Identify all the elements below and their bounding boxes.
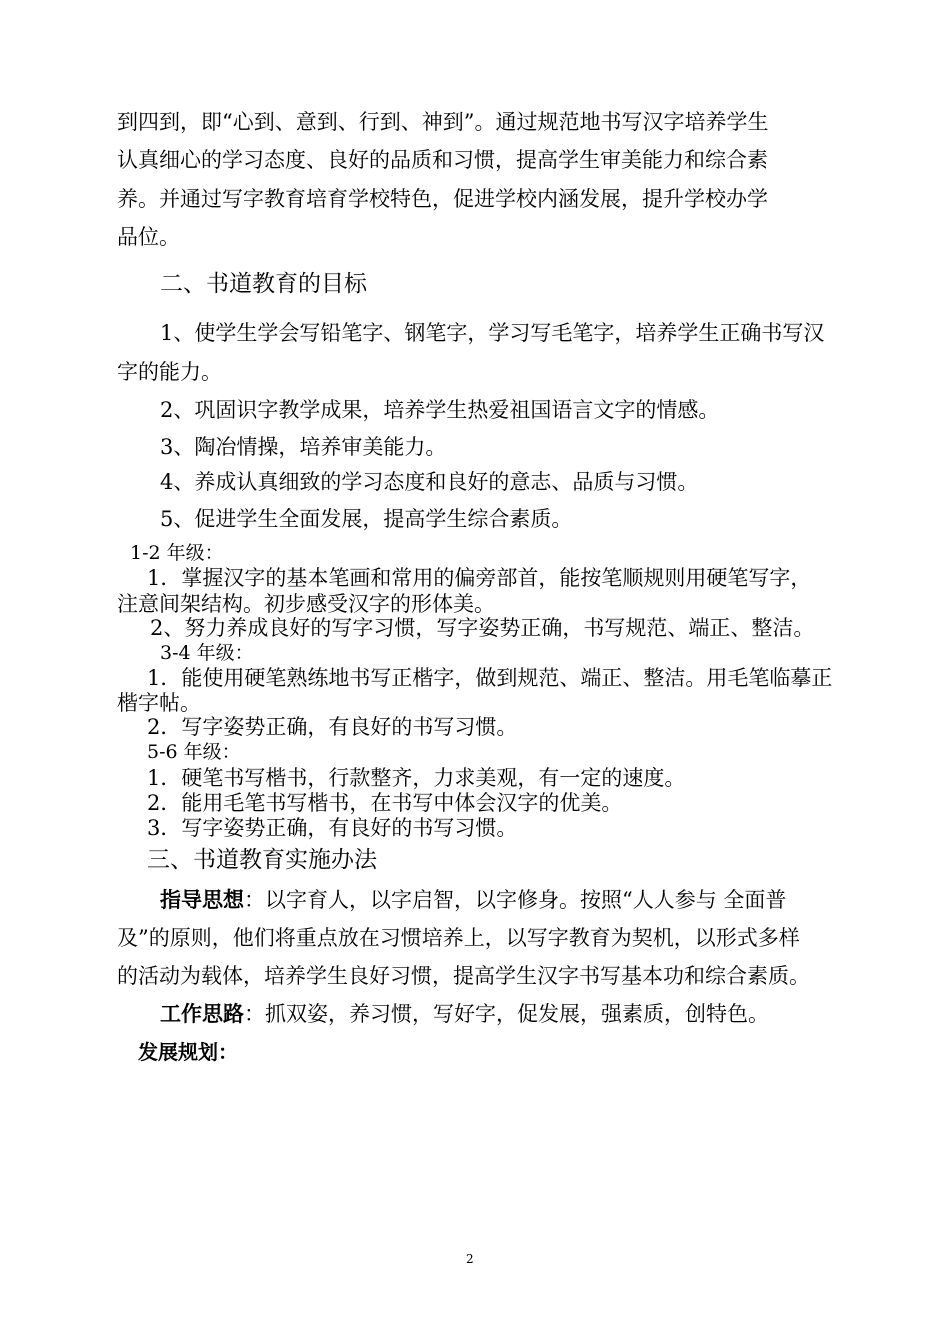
- guiding-thought-line-2: 及”的原则，他们将重点放在习惯培养上，以写字教育为契机，以形式多样: [117, 926, 800, 950]
- intro-line-1: 到四到，即“心到、意到、行到、神到”。通过规范地书写汉字培养学生: [117, 110, 769, 134]
- goal-line-2: 2、巩固识字教学成果，培养学生热爱祖国语言文字的情感。: [160, 398, 720, 422]
- work-approach-text: ：抓双姿，养习惯，写好字，促发展，强素质，创特色。: [244, 1002, 769, 1026]
- section-heading-goals: 二、书道教育的目标: [160, 271, 367, 297]
- grade-heading-1-2: 1-2 年级：: [130, 542, 224, 564]
- goal-line-4: 4、养成认真细致的学习态度和良好的意志、品质与习惯。: [160, 470, 699, 494]
- grade-5-6-item-2: 2．能用毛笔书写楷书，在书写中体会汉字的优美。: [147, 791, 623, 815]
- intro-line-4: 品位。: [117, 225, 180, 249]
- grade-3-4-item-2: 2．写字姿势正确，有良好的书写习惯。: [147, 715, 518, 739]
- goal-line-5: 5、促进学生全面发展，提高学生综合素质。: [160, 507, 573, 531]
- grade-5-6-item-1: 1．硬笔书写楷书，行款整齐，力求美观，有一定的速度。: [147, 766, 686, 790]
- grade-heading-5-6: 5-6 年级：: [147, 741, 241, 763]
- grade-1-2-item-1-cont: 注意间架结构。初步感受汉字的形体美。: [117, 592, 495, 616]
- guiding-thought-line-1: [160, 888, 786, 912]
- grade-5-6-item-3: 3．写字姿势正确，有良好的书写习惯。: [147, 816, 518, 840]
- guiding-thought-label: 指导思想: [160, 888, 244, 912]
- section-heading-methods: 三、书道教育实施办法: [147, 847, 377, 873]
- guiding-thought-text: ：以字育人，以字启智，以字修身。按照“人人参与 全面普: [244, 888, 787, 912]
- grade-1-2-item-1: 1．掌握汉字的基本笔画和常用的偏旁部首，能按笔顺规则用硬笔写字，: [147, 566, 812, 590]
- work-approach-line: [160, 1002, 769, 1026]
- grade-1-2-item-2: 2、努力养成良好的写字习惯，写字姿势正确，书写规范、端正、整洁。: [150, 616, 815, 640]
- goal-line-3: 3、陶冶情操，培养审美能力。: [160, 435, 447, 459]
- intro-line-2: 认真细心的学习态度、良好的品质和习惯，提高学生审美能力和综合素: [117, 148, 768, 172]
- guiding-thought-line-3: 的活动为载体，培养学生良好习惯，提高学生汉字书写基本功和综合素质。: [117, 964, 810, 988]
- grade-3-4-item-1-cont: 楷字帖。: [117, 691, 201, 715]
- intro-line-3: 养。并通过写字教育培育学校特色，促进学校内涵发展，提升学校办学: [117, 187, 768, 211]
- grade-3-4-item-1: 1．能使用硬笔熟练地书写正楷字，做到规范、端正、整洁。用毛笔临摹正: [147, 666, 833, 690]
- grade-heading-3-4: 3-4 年级：: [160, 642, 254, 664]
- page-number: 2: [466, 1252, 474, 1266]
- goal-line-1: 1、使学生学会写铅笔字、钢笔字，学习写毛笔字，培养学生正确书写汉: [160, 321, 825, 345]
- work-approach-label: 工作思路: [160, 1002, 244, 1026]
- development-plan-label: 发展规划：: [138, 1040, 238, 1064]
- goal-line-1-cont: 字的能力。: [117, 360, 222, 384]
